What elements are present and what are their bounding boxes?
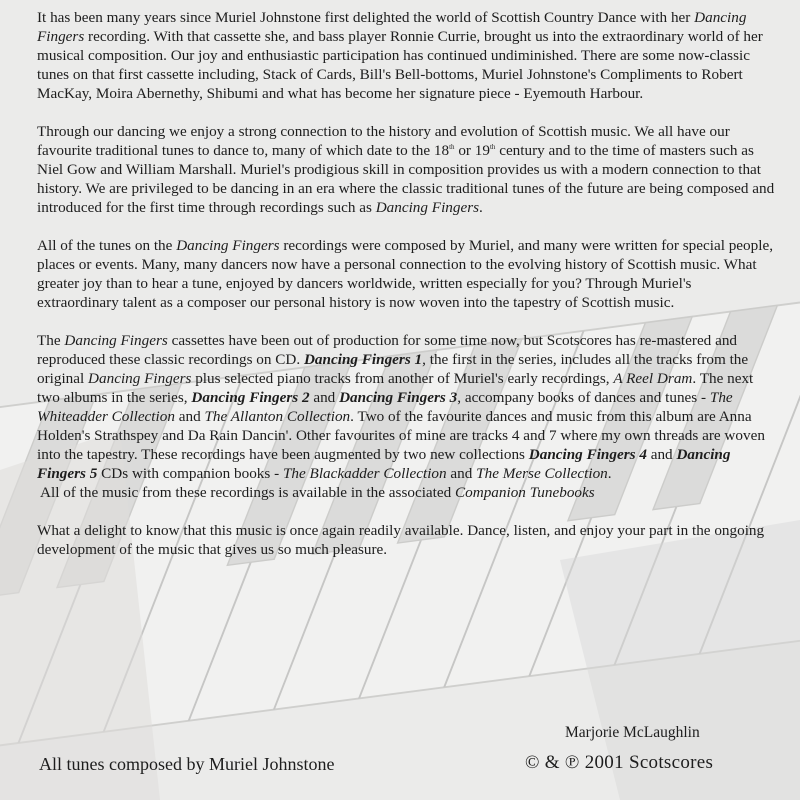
paragraph (37, 521, 777, 559)
title-reference: Dancing Fingers 1 (303, 351, 423, 368)
text-run: All of the music from these recordings is available in the associated (40, 484, 456, 501)
title-reference: Dancing Fingers (375, 199, 480, 216)
title-reference: Dancing Fingers (88, 370, 192, 387)
title-reference: Dancing Fingers 4 (528, 446, 647, 463)
text-run: recording. With that cassette she, and bass player Ronnie Currie, brought us into the extraordinary world of her musical composition. Our joy and enthusiastic participation has continued undiminished. There are some now-classic tunes on that first cassette including, Stack of Cards, Bill's Bell-bottoms, Muriel Johnstone's Compliments to Robert MacKay, Moira Abernethy, Shibumi and what has become her signature piece - Eyemouth Harbour. (37, 28, 763, 102)
paragraph (37, 331, 777, 483)
title-reference: The Whiteadder Collection (37, 389, 733, 425)
text-run: CDs with companion books - (97, 465, 283, 482)
paragraph (37, 236, 777, 312)
title-reference: Dancing Fingers 5 (37, 446, 731, 482)
title-reference: The Allanton Collection (204, 408, 351, 425)
paragraph (37, 122, 777, 217)
title-reference: Dancing Fingers 2 (191, 389, 310, 406)
paragraph (40, 483, 777, 502)
title-reference: Companion Tunebooks (455, 484, 595, 501)
text-run: and (309, 389, 340, 406)
text-run: . Two of the favourite dances and music from this album are Anna Holden's Strathspey and Da Rain Dancin'. Other favourites of mine are tracks 4 and 7 where my own threads are woven into the tapestry. These recordings have been augmented by two new collections (37, 408, 765, 463)
title-reference: Dancing Fingers (64, 332, 168, 349)
text-run: or 19 (454, 142, 490, 159)
text-run: . The next two albums in the series, (37, 370, 754, 406)
text-run: recordings were composed by Muriel, and many were written for special people, places or events. Many, many dancers now have a personal connection to the evolving history of Scottish music. What greater joy than to hear a tune, enjoyed by dancers worldwide, written especially for you? Through Muriel's extraordinary talent as a composer our personal history is now woven into the tapestry of Scottish music. (37, 237, 773, 311)
text-run: , accompany books of dances and tunes - (457, 389, 710, 406)
title-reference: The Blackadder Collection (282, 465, 447, 482)
title-reference: A Reel Dram (613, 370, 693, 387)
text-run: and (174, 408, 205, 425)
author-signature: Marjorie McLaughlin (565, 724, 700, 741)
ordinal-suffix: th (489, 142, 496, 151)
text-run: The (37, 332, 65, 349)
title-reference: Dancing Fingers 3 (339, 389, 458, 406)
paragraph (37, 8, 777, 103)
liner-notes-body (37, 8, 777, 578)
text-run: century and to the time of masters such as Niel Gow and William Marshall. Muriel's prodigious skill in composition provides us with a modern connection to that history. We are privileged to be dancing in an era where the classic traditional tunes of the future are being composed and introduced for the first time through recordings such as (37, 142, 775, 216)
title-reference: Dancing Fingers (176, 237, 280, 254)
composer-credit: All tunes composed by Muriel Johnstone (39, 754, 335, 774)
text-run: cassettes have been out of production for some time now, but Scotscores has re-mastered and reproduced these classic recordings on CD. (37, 332, 738, 368)
copyright-notice: © & ℗ 2001 Scotscores (525, 752, 714, 773)
text-run: and (646, 446, 677, 463)
text-run: and (446, 465, 477, 482)
text-run: . (607, 465, 612, 482)
text-run: Through our dancing we enjoy a strong connection to the history and evolution of Scottish music. We all have our favourite traditional tunes to dance to, many of which date to the 18 (37, 123, 730, 159)
text-run: It has been many years since Muriel Johnstone first delighted the world of Scottish Country Dance with her (37, 9, 695, 26)
text-run: What a delight to know that this music is once again readily available. Dance, listen, and enjoy your part in the ongoing development of the music that gives us so much pleasure. (37, 522, 765, 558)
title-reference: Dancing Fingers (37, 9, 747, 45)
text-run: plus selected piano tracks from another of Muriel's early recordings, (191, 370, 614, 387)
text-run: All of the tunes on the (37, 237, 177, 254)
text-run: , the first in the series, includes all the tracks from the original (37, 351, 749, 387)
ordinal-suffix: th (449, 142, 455, 151)
title-reference: The Merse Collection (476, 465, 608, 482)
text-run: . (479, 199, 483, 216)
